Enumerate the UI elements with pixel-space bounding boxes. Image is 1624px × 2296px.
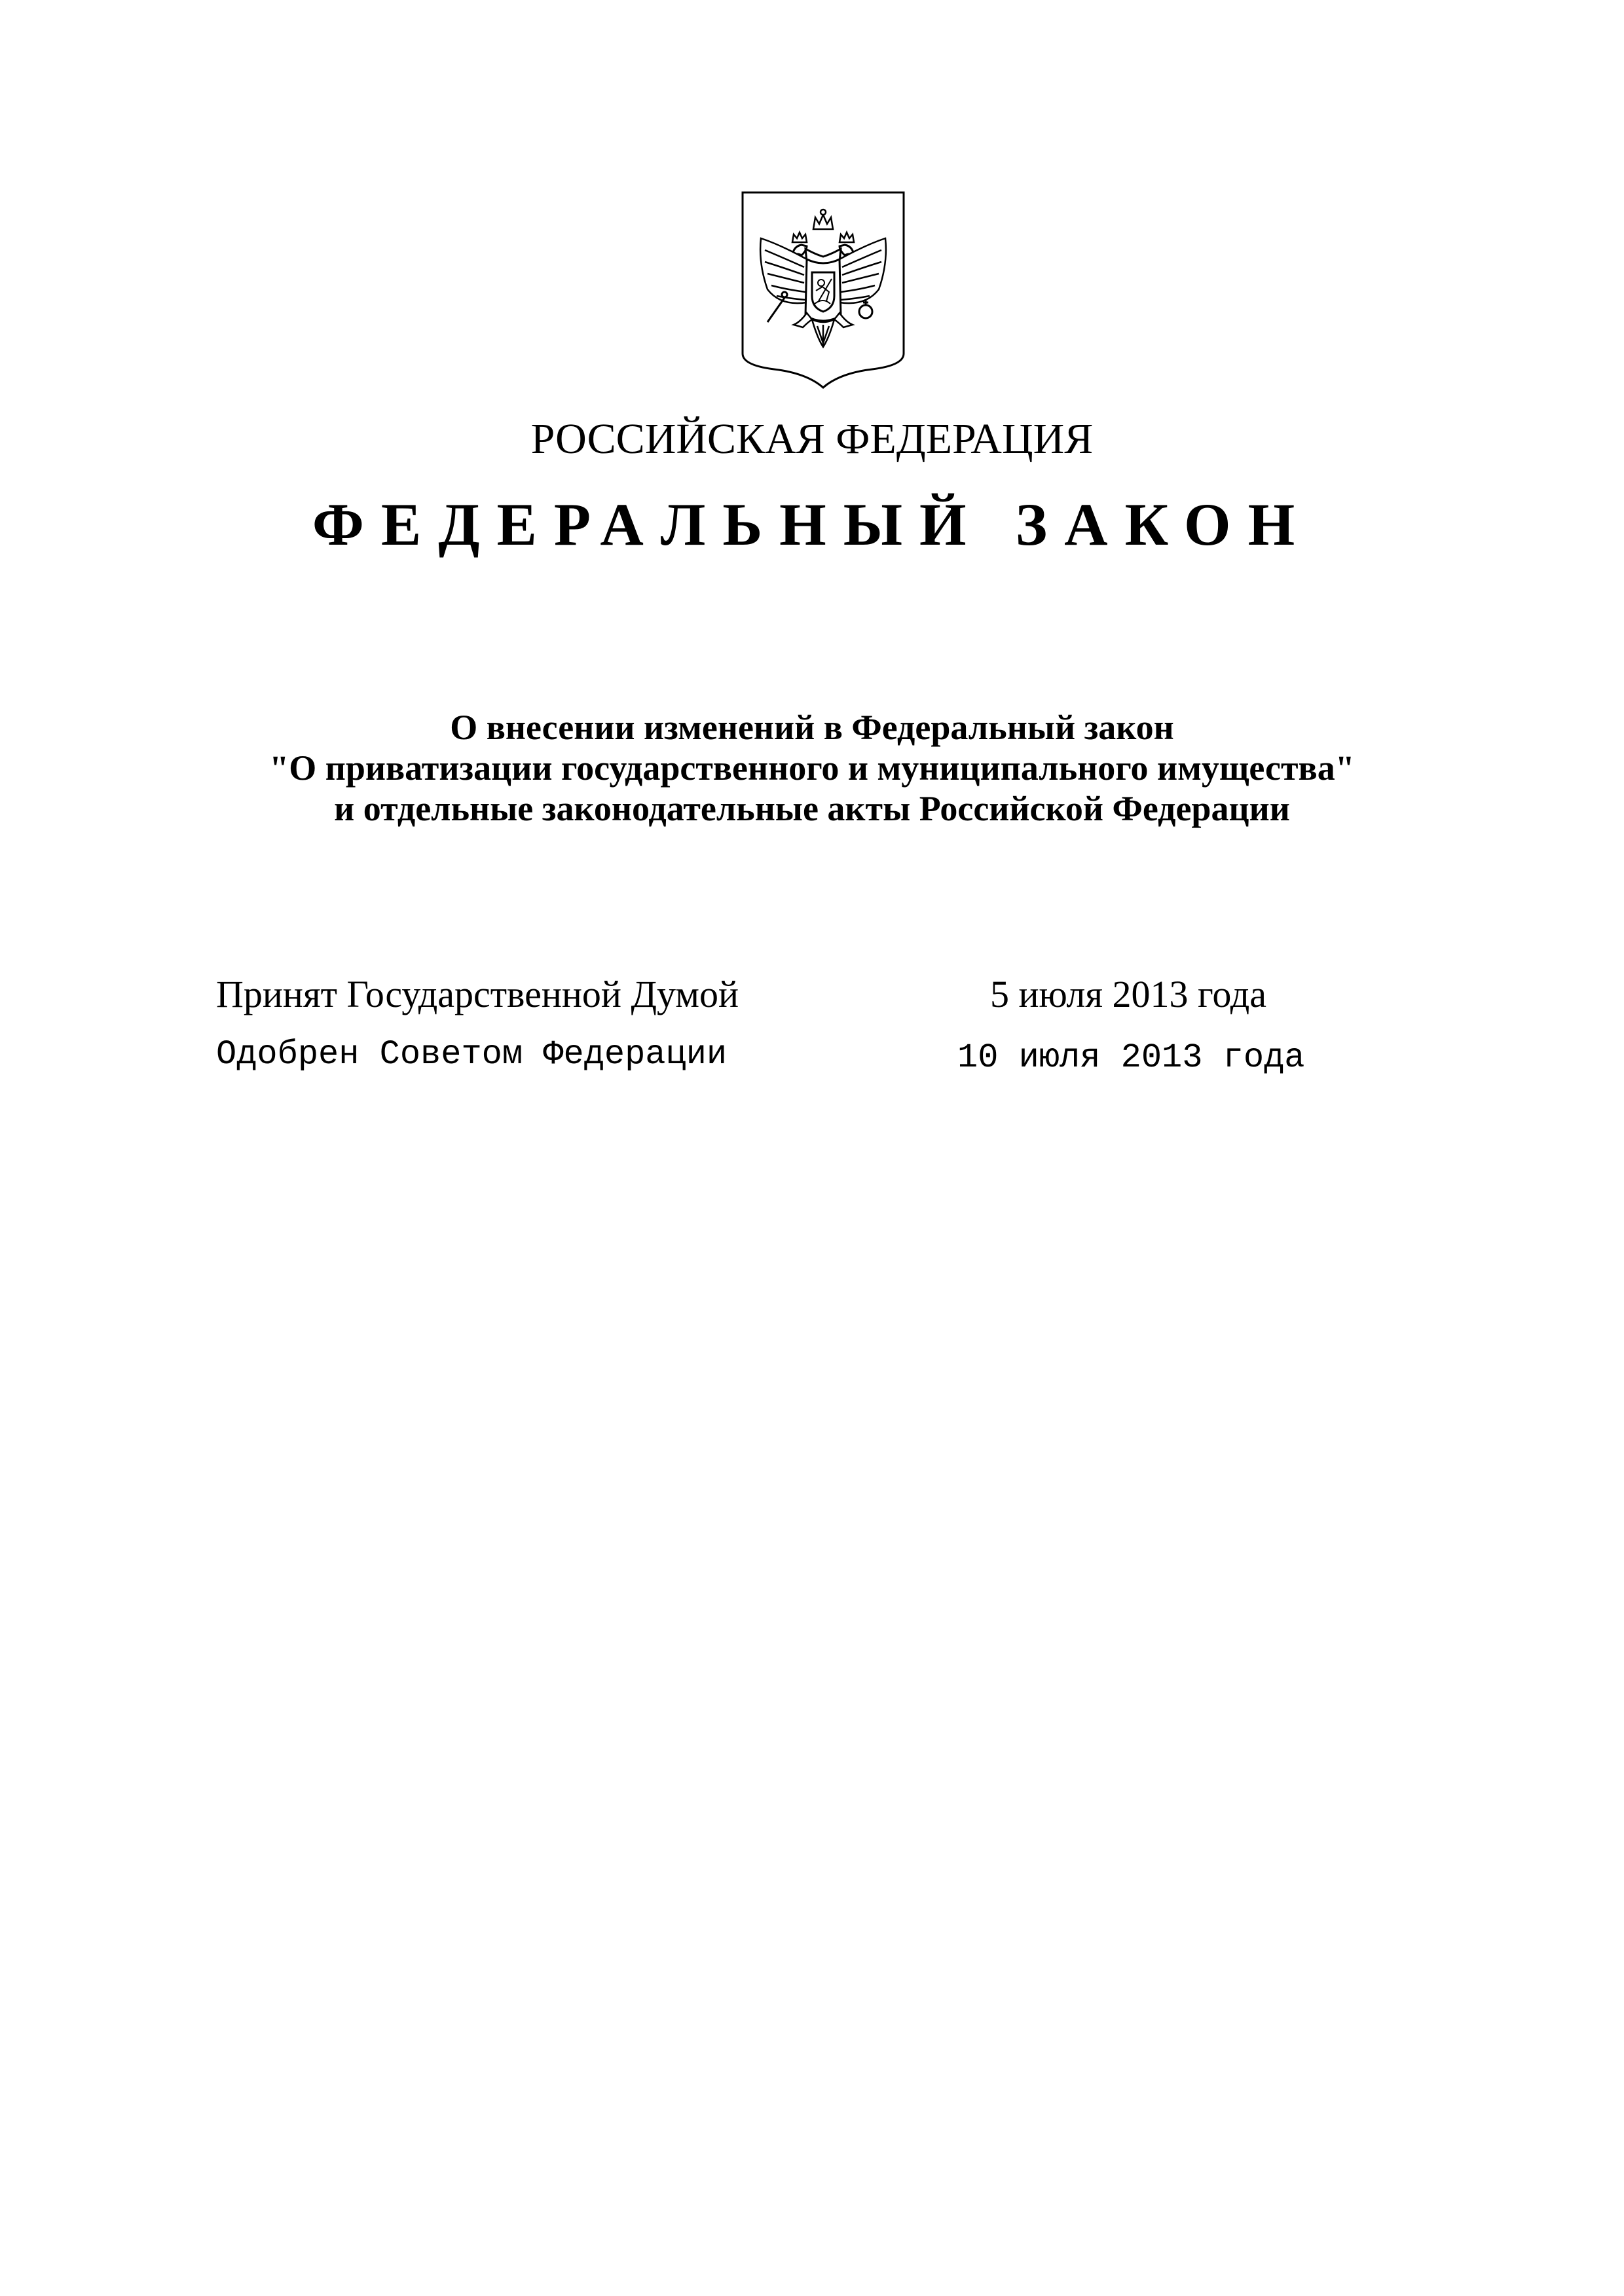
country-name: РОССИЙСКАЯ ФЕДЕРАЦИЯ (530, 415, 1094, 463)
document-type-heading: ФЕДЕРАЛЬНЫЙ ЗАКОН (312, 491, 1312, 558)
approval-date: 10 июля 2013 года (957, 1038, 1305, 1077)
russian-coat-of-arms-icon (741, 191, 905, 389)
law-title-line-1: О внесении изменений в Федеральный закон (450, 708, 1174, 747)
law-title-line-2: "О приватизации государственного и муниципального имущества" (269, 748, 1355, 788)
approval-label: Одобрен Советом Федерации (216, 1035, 728, 1074)
law-title (0, 707, 1624, 829)
adoption-label: Принят Государственной Думой (216, 973, 739, 1015)
law-title-line-3: и отдельные законодательные акты Российской Федерации (334, 789, 1290, 828)
coat-of-arms (741, 191, 905, 389)
adoption-date: 5 июля 2013 года (990, 973, 1266, 1015)
